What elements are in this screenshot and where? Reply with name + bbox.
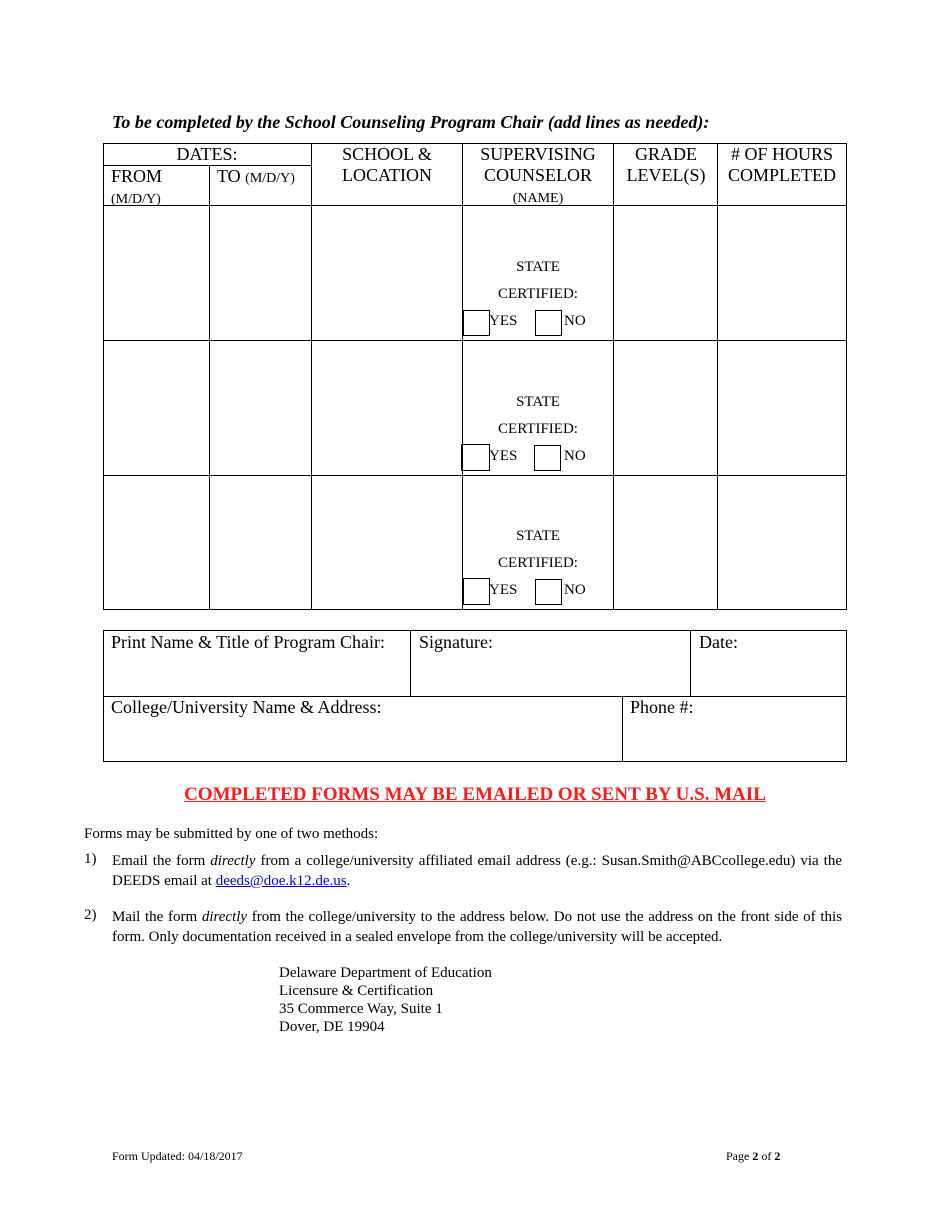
page-number: 2 [752,1149,759,1163]
header-hours-l2: COMPLETED [728,165,836,185]
header-from-format: (M/D/Y) [111,192,161,207]
method-2-part-b: from the college/university to the address below. Do not use the address on the front side of this form. Only documentation received in a sealed envelope from the college/university will be accepted. [112,909,842,945]
method-2-number: 2) [84,907,97,923]
method-1-part-a: Email the form [112,853,211,869]
sig-col-divider [410,630,411,696]
header-hours-completed [718,144,846,186]
header-sup-l3: (NAME) [512,191,564,206]
header-grade-l1: GRADE [635,144,697,164]
yes-checkbox[interactable] [463,310,490,336]
mailing-address [279,964,492,1036]
method-1-part-c: . [346,873,351,889]
header-school-l2: LOCATION [342,165,432,185]
address-line-4: Dover, DE 19904 [279,1019,385,1035]
state-label: STATE [516,528,560,544]
certified-label: CERTIFIED: [498,286,578,302]
sig-border-bottom [103,761,847,762]
header-to-label: TO [217,166,241,186]
no-label: NO [564,448,586,464]
address-line-2: Licensure & Certification [279,983,434,999]
yes-checkbox[interactable] [463,578,490,605]
program-chair-signature-table [103,630,847,762]
row-divider [103,340,847,341]
header-grade-levels [614,144,718,186]
table-border-right [846,143,847,610]
header-sup-l1: SUPERVISING [480,144,596,164]
method-2-emphasis: directly [201,909,248,925]
phone-field[interactable]: Phone #: [630,697,694,717]
certified-label: CERTIFIED: [498,555,578,571]
signature-field[interactable]: Signature: [419,632,493,652]
form-updated-date: Form Updated: 04/18/2017 [112,1149,243,1163]
col-divider [311,143,312,610]
state-label: STATE [516,394,560,410]
sig-border-top [103,630,847,631]
address-line-1: Delaware Department of Education [279,965,492,981]
yes-label: YES [489,582,518,598]
page-word: Page [726,1149,753,1163]
method-1-text [112,851,842,891]
college-address-field[interactable]: College/University Name & Address: [111,697,382,717]
header-school-location [312,144,462,186]
header-dates: DATES: [176,144,238,164]
no-label: NO [564,313,586,329]
row-divider [103,475,847,476]
state-label: STATE [516,259,560,275]
header-sup-l2: COUNSELOR [483,165,592,185]
method-2-part-a: Mail the form [112,909,202,925]
sig-border-right [846,630,847,762]
yes-label: YES [489,448,518,464]
yes-checkbox[interactable] [461,444,490,471]
deeds-email-link[interactable]: deeds@doe.k12.de.us [215,873,347,889]
method-1-number: 1) [84,851,97,867]
sig-col-divider [622,696,623,762]
date-field[interactable]: Date: [699,632,738,652]
of-word: of [758,1149,775,1163]
sig-col-divider [690,630,691,696]
page-indicator [726,1149,780,1164]
no-checkbox[interactable] [535,310,562,336]
sig-border-left [103,630,104,762]
method-2-text [112,907,842,947]
certified-label: CERTIFIED: [498,421,578,437]
section-heading: To be completed by the School Counseling Program Chair (add lines as needed): [112,112,710,132]
page-total: 2 [774,1149,781,1163]
counseling-experience-table [103,143,847,610]
table-border-bottom [103,609,847,610]
header-supervising-counselor [463,144,613,208]
header-to-format: (M/D/Y) [245,171,295,186]
submission-notice: COMPLETED FORMS MAY BE EMAILED OR SENT BY U.S. MAIL [184,784,766,805]
address-line-3: 35 Commerce Way, Suite 1 [279,1001,443,1017]
header-from [111,166,162,210]
col-divider [717,143,718,610]
col-divider [613,143,614,610]
col-divider [209,165,210,610]
method-1-part-b: from a college/university affiliated email address (e.g.: Susan.Smith@ABCcollege.edu) via the DEEDS email at [112,853,843,889]
yes-label: YES [489,313,518,329]
no-checkbox[interactable] [534,445,561,471]
header-hours-l1: # OF HOURS [730,144,834,164]
method-1-emphasis: directly [210,853,256,869]
header-from-label: FROM [111,166,163,186]
submission-intro: Forms may be submitted by one of two methods: [84,826,379,842]
table-border-left [103,143,104,610]
no-checkbox[interactable] [535,579,562,605]
header-to [217,166,295,189]
print-name-field[interactable]: Print Name & Title of Program Chair: [111,632,385,652]
no-label: NO [564,582,586,598]
header-grade-l2: LEVEL(S) [626,165,706,185]
header-school-l1: SCHOOL & [342,144,432,164]
